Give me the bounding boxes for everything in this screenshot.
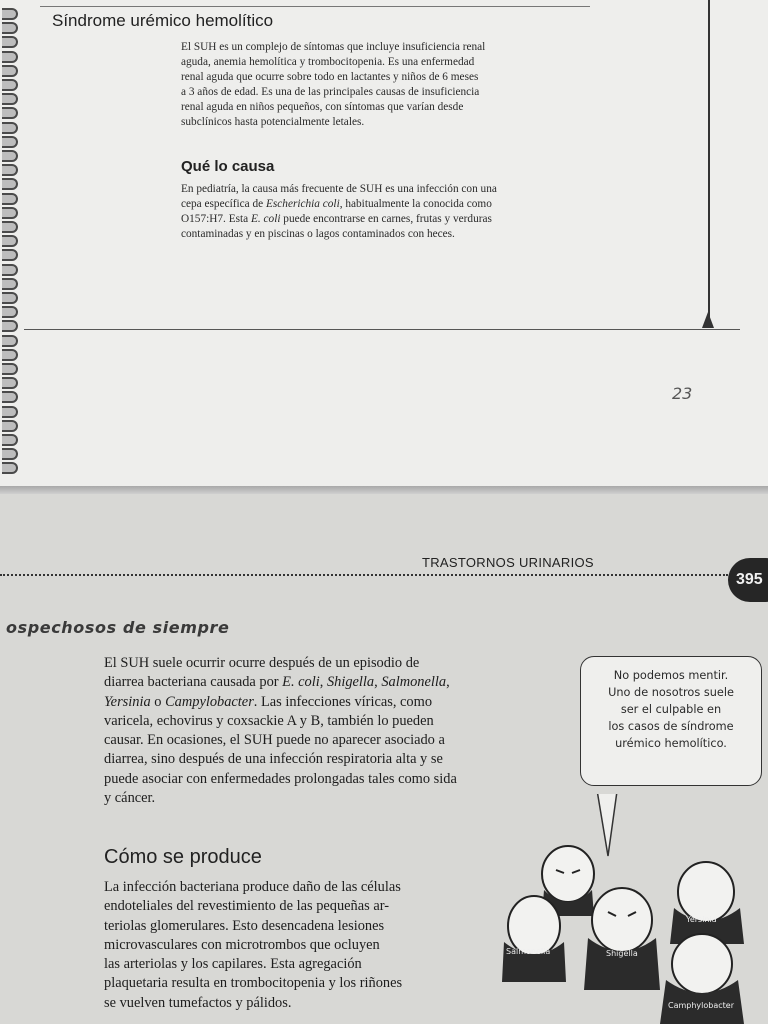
mechanism-paragraph xyxy=(104,878,489,1013)
bacteria-cartoon xyxy=(496,794,768,1024)
spiral-coil xyxy=(2,264,18,276)
bacterium-campylobacter xyxy=(660,934,744,1024)
bacterium-yersinia xyxy=(670,862,744,944)
bottom-page xyxy=(0,494,768,1024)
intro-line: renal aguda que ocurre sobre todo en lactantes y niños de 6 meses xyxy=(181,71,479,83)
spiral-coil xyxy=(2,420,18,432)
organism-name: E. coli xyxy=(250,213,281,225)
intro-line: aguda, anemia hemolítica y trombocitopenia. Es una enfermedad xyxy=(181,56,475,68)
how-heading: Cómo se produce xyxy=(104,846,262,868)
body-line: La infección bacteriana produce daño de las células xyxy=(104,879,401,895)
intro-line: subclínicos hasta potencialmente letales. xyxy=(181,116,365,128)
spiral-coil xyxy=(2,278,18,290)
spiral-coil xyxy=(2,448,18,460)
cause-heading: Qué lo causa xyxy=(181,158,275,175)
body-line: se vuelven tumefactos y pálidos. xyxy=(104,994,292,1011)
spiral-coil xyxy=(2,349,18,361)
cause-text: , habitualmente la conocida como xyxy=(339,198,492,210)
body-line: diarrea, sino después de una infección respiratoria alta y se xyxy=(104,751,443,768)
cause-text: O157:H7. Esta xyxy=(181,213,251,225)
cause-paragraph xyxy=(181,182,586,242)
body-text: . Las infecciones víricas, como xyxy=(253,693,433,710)
organism-name: Yersinia xyxy=(104,693,151,710)
vertical-line-foot xyxy=(702,312,714,328)
spiral-coil xyxy=(2,178,18,190)
spiral-coil xyxy=(2,136,18,148)
spiral-coil xyxy=(2,235,18,247)
intro-line: renal aguda en niños pequeños, con síntomas que varían desde xyxy=(181,101,464,113)
spiral-coil xyxy=(2,391,18,403)
body-line: puede asociar con enfermedades prolongadas tales como sida xyxy=(104,770,457,787)
body-line: varicela, echovirus y coxsackie A y B, también lo pueden xyxy=(104,712,434,729)
page-title: Síndrome urémico hemolítico xyxy=(52,11,274,30)
body-line: y cáncer. xyxy=(104,790,156,807)
spiral-coil xyxy=(2,320,18,332)
bubble-line: ser el culpable en xyxy=(620,703,722,716)
bottom-rule xyxy=(24,329,740,330)
body-line: microvasculares con microtrombos que ocluyen xyxy=(104,936,380,953)
organism-name: Campylobacter xyxy=(165,693,254,710)
spiral-coil xyxy=(2,164,18,176)
dotted-rule xyxy=(0,574,728,576)
bubble-line: urémico hemolítico. xyxy=(615,737,727,750)
spiral-coil xyxy=(2,249,18,261)
spiral-coil xyxy=(2,22,18,34)
spiral-coil xyxy=(2,335,18,347)
organism-name: E. coli xyxy=(282,674,320,691)
spiral-coil xyxy=(2,107,18,119)
cause-text: puede encontrarse en carnes, frutas y verduras xyxy=(280,213,492,225)
spiral-coil xyxy=(2,122,18,134)
organism-name: Salmonella xyxy=(381,674,447,691)
body-line: endoteliales del revestimiento de las pequeñas ar- xyxy=(104,898,390,915)
spiral-coil xyxy=(2,8,18,20)
top-page xyxy=(0,0,768,492)
spiral-coil xyxy=(2,51,18,63)
body-text: , xyxy=(446,674,450,691)
body-line: las arteriolas y los capilares. Esta agregación xyxy=(104,956,362,973)
cause-line: En pediatría, la causa más frecuente de SUH es una infección con una xyxy=(181,183,497,195)
label-salmonella: Salmonella xyxy=(506,947,551,956)
cause-text: cepa específica de xyxy=(181,198,266,210)
label-shigella: Shigella xyxy=(606,949,638,958)
speech-bubble-tail xyxy=(596,794,618,856)
bubble-line: Uno de nosotros suele xyxy=(608,686,734,699)
intro-paragraph xyxy=(181,40,586,130)
spiral-coil xyxy=(2,462,18,474)
body-text: diarrea bacteriana causada por xyxy=(104,674,283,691)
body-line: El SUH suele ocurrir ocurre después de un episodio de xyxy=(104,655,420,671)
bacterium-shigella xyxy=(584,888,660,990)
bubble-line: los casos de síndrome xyxy=(608,720,734,733)
spiral-coil xyxy=(2,150,18,162)
label-campylobacter: Camphylobacter xyxy=(668,1001,735,1010)
body-text: , xyxy=(319,674,327,691)
bubble-line: No podemos mentir. xyxy=(613,669,729,682)
handwritten-number: 23 xyxy=(672,384,693,403)
speech-bubble xyxy=(580,656,762,786)
body-line: causar. En ocasiones, el SUH puede no aparecer asociado a xyxy=(104,732,445,749)
organism-name: Escherichia coli xyxy=(265,198,340,210)
spiral-coil xyxy=(2,434,18,446)
page-edge-divider xyxy=(0,486,768,494)
body-line: teriolas glomerulares. Esto desencadena lesiones xyxy=(104,917,385,934)
spiral-coil xyxy=(2,363,18,375)
body-line: plaquetaria resulta en trombocitopenia y los riñones xyxy=(104,975,403,992)
bacterium-salmonella xyxy=(502,896,566,982)
spiral-coil xyxy=(2,406,18,418)
suspects-paragraph xyxy=(104,654,574,808)
cause-line: contaminadas y en piscinas o lagos contaminados con heces. xyxy=(181,228,455,240)
spiral-coil xyxy=(2,79,18,91)
spiral-binding xyxy=(0,0,22,492)
spiral-coil xyxy=(2,93,18,105)
label-yersinia: Yersinia xyxy=(686,915,717,924)
organism-name: Shigella xyxy=(326,674,375,691)
spiral-coil xyxy=(2,65,18,77)
spiral-coil xyxy=(2,207,18,219)
running-head: TRASTORNOS URINARIOS xyxy=(422,555,594,570)
top-rule xyxy=(40,6,590,7)
body-text: o xyxy=(150,693,166,710)
vertical-margin-line xyxy=(708,0,710,328)
spiral-coil xyxy=(2,221,18,233)
section-title: ospechosos de siempre xyxy=(6,618,230,637)
body-text: , xyxy=(374,674,382,691)
intro-line: a 3 años de edad. Es una de las principales causas de insuficiencia xyxy=(181,86,480,98)
spiral-coil xyxy=(2,36,18,48)
spiral-coil xyxy=(2,377,18,389)
spiral-coil xyxy=(2,292,18,304)
spiral-coil xyxy=(2,193,18,205)
spiral-coil xyxy=(2,306,18,318)
intro-line: El SUH es un complejo de síntomas que incluye insuficiencia renal xyxy=(181,41,486,53)
page-number-badge: 395 xyxy=(728,558,768,602)
